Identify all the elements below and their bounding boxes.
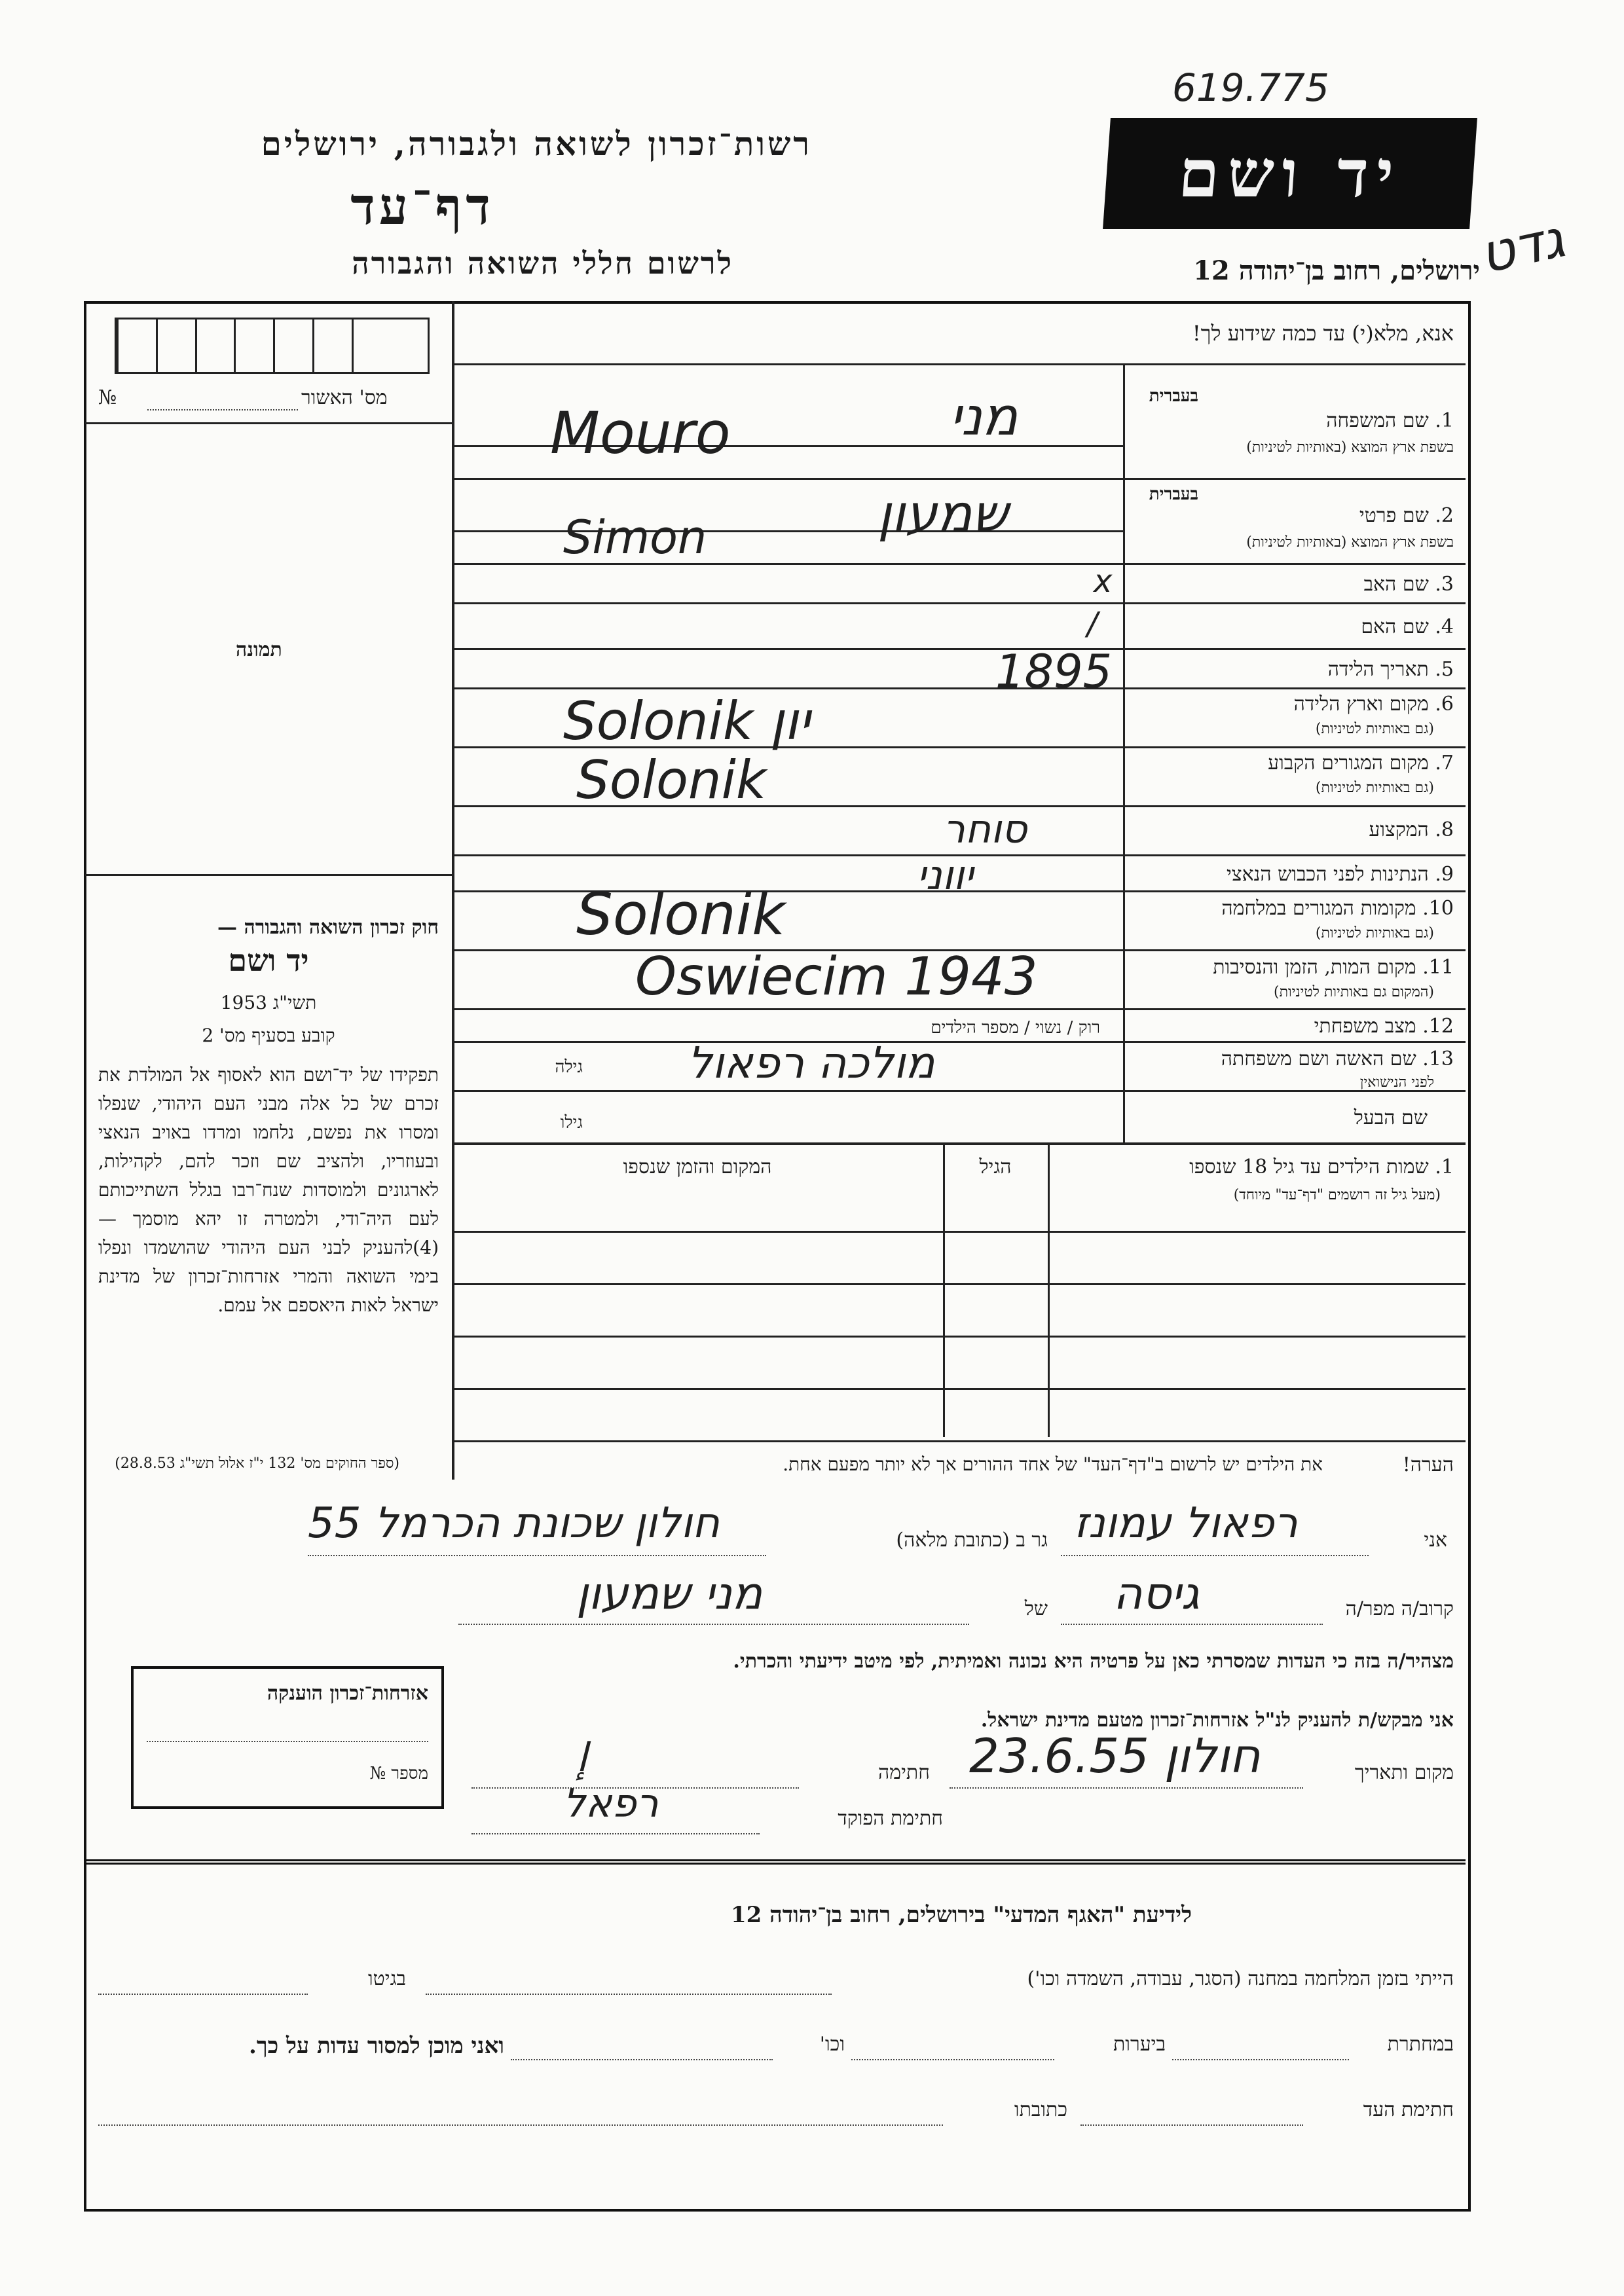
field-1-note: בשפת ארץ המוצא (באותיות לטיניות) [1246,439,1454,456]
field-9-label: 9. הנתינות לפני הכבוש הנאצי [1227,863,1454,886]
authority-title: רשות־זכרון לשואה ולגבורה, ירושלים [261,124,812,163]
occupation-value: סוחר [943,807,1027,852]
field-5-label: 5. תאריך הלידה [1327,658,1454,681]
signature-label: חתימה [878,1761,930,1784]
birth-date-value: 1895 [995,645,1113,699]
surname-latin-value: Mouro [550,399,731,467]
corner-handwritten-mark: גדט [1474,208,1570,285]
photo-label: תמונה [236,638,282,661]
declarant-name-value: רפאול עמונז [1074,1499,1298,1548]
intro-divider [452,363,1466,365]
field-11-label: 11. מקום המות, הזמן והנסיבות [1213,956,1454,979]
children-table-col-1 [1048,1142,1050,1437]
children-header-age: הגיל [979,1156,1012,1178]
of-label: של [1024,1597,1048,1620]
law-year: תשי"ג 1953 [220,992,317,1013]
wife-age-label: גילה [555,1057,583,1077]
officer-label: חתימת הפוקד [838,1807,943,1830]
field-6-note: (גם באותיות לטיניות) [1315,721,1434,737]
certificate-number-line [147,409,298,410]
place-date-value: חולון 23.6.55 [969,1728,1261,1783]
declarant-i-label: אני [1424,1529,1447,1552]
footer-line1: הייתי בזמן המלחמה במחנה (הסגר, עבודה, השמדה וכו') [1027,1967,1454,1990]
certificate-number-boxes [115,318,430,374]
address: ירושלים, רחוב בן־יהודה 12 [1193,255,1480,286]
law-reference: (ספר החוקים מס' 132 י"ז אלול תשי"ג 28.8.53) [115,1455,399,1472]
children-header-note: (מעל גיל זה רושמים "דף־עד" מיוחד) [1233,1187,1441,1203]
place-date-label: מקום ותאריך [1354,1761,1454,1784]
certificate-number-label: מס' האשור [301,386,388,409]
certificate-no-sign: № [98,386,117,409]
field-2-label: 2. שם פרטי [1359,504,1454,527]
field-13-note: לפני הנישואין [1359,1074,1434,1091]
of-value: מני שמעון [576,1568,763,1620]
residence-value: Solonik [576,750,767,811]
labels-divider [1123,363,1125,1142]
surname-hebrew-value: מני [950,386,1018,447]
law-name: יד ושם [228,943,309,978]
children-table-col-2 [943,1142,945,1437]
officer-signature-value: רפאל [563,1781,659,1827]
children-header-names: 1. שמות הילדים עד גיל 18 שנספו [1189,1156,1454,1178]
father-name-value: x [1094,563,1113,600]
footer-etc: וכו' [819,2033,845,2056]
field-13-label: 13. שם האשה ושם משפחתה [1221,1048,1454,1070]
footer-line1-end: בגיטו [367,1967,406,1990]
law-title: חוק זכרון השואה והגבורה — [217,916,439,939]
field-8-label: 8. המקצוע [1369,818,1454,841]
declarant-address-value: חולון שכונת הכרמל 55 [308,1499,720,1548]
photo-area-top [85,422,452,424]
husband-age-label: גילו [560,1113,583,1133]
firstname-latin-value: Simon [563,511,707,564]
field-10-note: (גם באותיות לטיניות) [1315,925,1434,941]
field-4-label: 4. שם האם [1361,615,1454,638]
death-place-value: Oswiecim 1943 [635,946,1038,1007]
form-title: דף־עד [350,177,494,236]
lang-hebrew-1: בעברית [1149,386,1198,406]
footer-title: לידיעת "האגף המדעי" בירושלים, רחוב בן־יהודה 12 [731,1902,1192,1928]
form-subtitle: לרשום חללי השואה והגבורה [352,246,733,281]
field-1-label: 1. שם המשפחה [1326,409,1454,432]
field-12-label: 12. מצב משפחתי [1314,1015,1454,1038]
mother-name-value: / [1087,606,1098,642]
note-label: הערה! [1402,1453,1454,1476]
logo-text: יד ושם [1175,135,1405,212]
footer-forests: ביערות [1113,2033,1166,2056]
footer-underground: במחתרת [1387,2033,1454,2056]
declaration-text: מצהיר/ה בזה כי העדות שמסרתי כאן על פרטיה היא נכונה ואמיתית, לפי מיטב ידיעתי והכרתי. [733,1650,1454,1673]
yad-vashem-logo [1103,118,1477,229]
form-intro: אנא, מלא(י) עד כמה שידוע לך! [1192,321,1454,346]
photo-area-bottom [85,874,452,876]
birth-place-value: Solonik יון [563,691,811,752]
field-7-label: 7. מקום המגורים הקבוע [1268,752,1454,774]
relation-label: קרוב/ה מפר/ה [1345,1597,1454,1620]
relation-value: גיסה [1113,1568,1200,1620]
award-number-label: מספר № [369,1764,428,1783]
marital-status-options: רוק / נשוי / מספר הילדים [931,1018,1100,1038]
wartime-residence-value: Solonik [576,881,786,948]
law-clause: קובע בסעיף מס' 2 [202,1025,335,1046]
witness-signature-label: חתימת העד [1363,2098,1454,2121]
award-title: אזרחות־זכרון הוענקה [267,1682,428,1705]
children-header-place: המקום והזמן שנספו [623,1156,772,1178]
field-10-label: 10. מקומות המגורים במלחמה [1221,897,1454,920]
lang-hebrew-2: בעברית [1149,484,1198,504]
field-6-label: 6. מקום וארץ הלידה [1293,693,1454,716]
nationality-value: יווני [917,851,974,899]
file-number: 619.775 [1172,65,1329,110]
law-text: תפקידו של יד־ושם הוא לאסוף אל המולדת את זכרם של כל אלה מבני העם היהודי, שנפלו ומסרו את נפשם, נלחמו ומרדו באויב הנאצי ובעוזריו, ולהציב שם וזכר להם, לקהילות, לארגונים ולמוסדות שנח־רבו בגלל השתייכותם לעם היה־ודי, ולמטרה זו יהא מוסמך — (4)להעניק לבני העם היהודי שהושמדו ונפלו בימי השואה והמרי אזרחות־זכרון של מדינת ישראל לאות היאספם אל עמם. [98,1064,439,1316]
firstname-hebrew-value: שמעון [877,484,1008,543]
signature-mark: ﺇ [576,1735,587,1781]
field-2-note: בשפת ארץ המוצא (באותיות לטיניות) [1246,534,1454,551]
field-3-label: 3. שם האב [1363,573,1454,596]
witness-address-label: כתובתו [1014,2098,1067,2121]
field-7-note: (גם באותיות לטיניות) [1315,780,1434,796]
field-11-note: (המקום גם באותיות לטיניות) [1274,984,1434,1000]
note-text: את הילדים יש לרשום ב"דף־העד" של אחד ההורים אך לא יותר מפעם אחת. [783,1453,1323,1475]
wife-name-value: מולכה רפאול [688,1038,935,1088]
declarant-address-label: גר ב (כתובת מלאה) [896,1529,1048,1552]
footer-divider [85,1859,1466,1865]
award-box [131,1666,444,1809]
husband-label: שם הבעל [1354,1106,1428,1129]
request-text: אני מבקש/ת להעניק לנ"ל אזרחות־זכרון מטעם מדינת ישראל. [980,1709,1454,1732]
footer-line2-end: ואני מוכן למסור עדות על כך. [249,2033,504,2059]
